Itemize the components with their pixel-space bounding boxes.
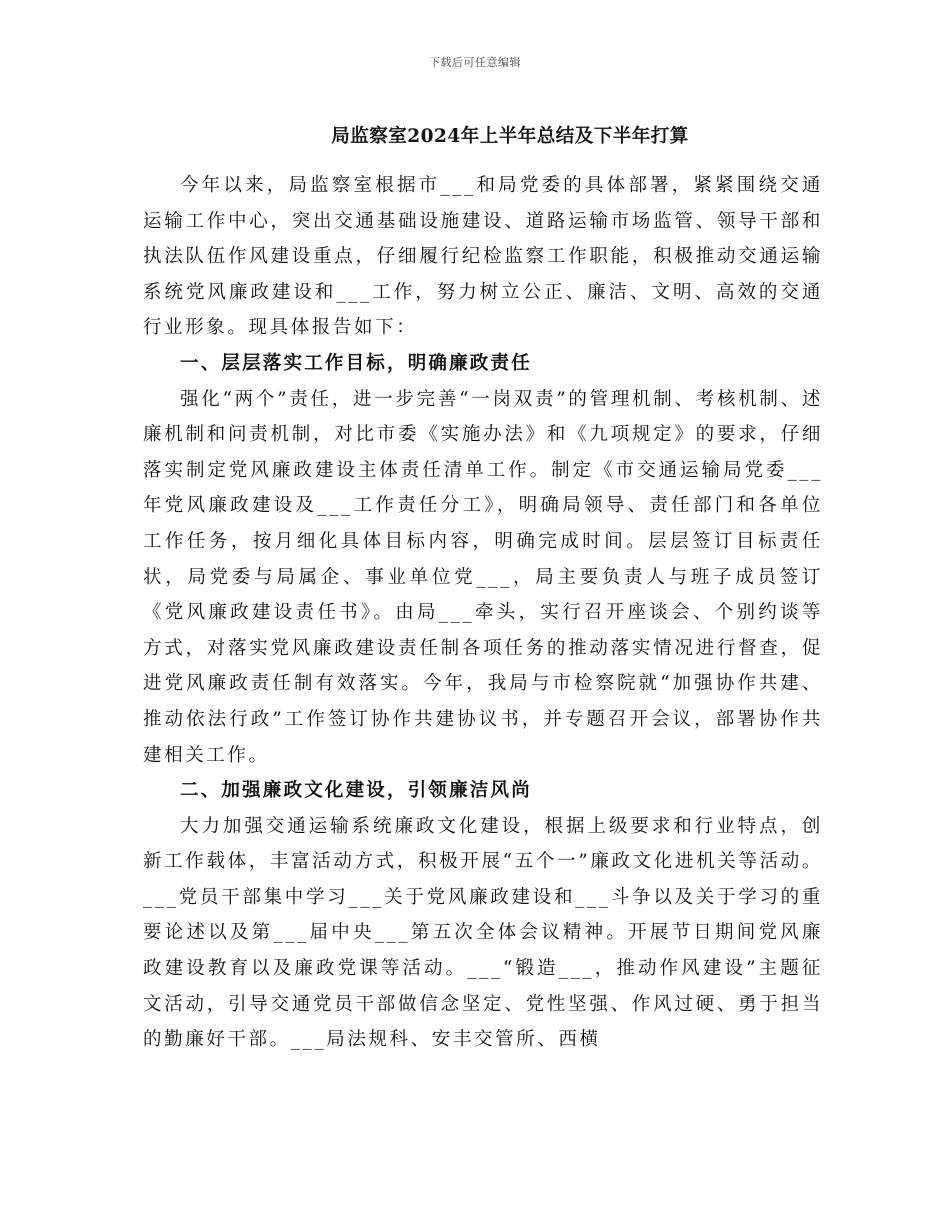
header-note: 下载后可任意编辑 — [429, 56, 521, 69]
document-title: 局监察室2024年上半年总结及下半年打算 — [331, 126, 689, 147]
document-body — [143, 168, 823, 1058]
section-heading-2: 二、加强廉政文化建设，引领廉洁风尚 — [180, 780, 532, 802]
section-1-paragraph: 强化“两个”责任，进一步完善“一岗双责”的管理机制、考核机制、述廉机制和问责机制，对比市委《实施办法》和《九项规定》的要求，仔细落实制定党风廉政建设主体责任清单工作。制定《市交通运输局党委___年党风廉政建设及___工作责任分工》，明确局领导、责任部门和各单位工作任务，按月细化具体目标内容，明确完成时间。层层签订目标责任状，局党委与局属企、事业单位党___，局主要负责人与班子成员签订《党风廉政建设责任书》。由局___牵头，实行召开座谈会、个别约谈等方式，对落实党风廉政建设责任制各项任务的推动落实情况进行督查，促进党风廉政责任制有效落实。今年，我局与市检察院就“加强协作共建、推动依法行政”工作签订协作共建协议书，并专题召开会议，部署协作共建相关工作。 — [143, 388, 823, 766]
section-2-paragraph: 大力加强交通运输系统廉政文化建设，根据上级要求和行业特点，创新工作载体，丰富活动方式，积极开展“五个一”廉政文化进机关等活动。___党员干部集中学习___关于党风廉政建设和___斗争以及关于学习的重要论述以及第___届中央___第五次全体会议精神。开展节日期间党风廉政建设教育以及廉政党课等活动。___“锻造___，推动作风建设”主题征文活动，引导交通党员干部做信念坚定、党性坚强、作风过硬、勇于担当的勤廉好干部。___局法规科、安丰交管所、西横 — [143, 815, 823, 1051]
section-heading-1: 一、层层落实工作目标，明确廉政责任 — [180, 352, 532, 374]
intro-paragraph: 今年以来，局监察室根据市___和局党委的具体部署，紧紧围绕交通运输工作中心，突出交通基础设施建设、道路运输市场监管、领导干部和执法队伍作风建设重点，仔细履行纪检监察工作职能，积极推动交通运输系统党风廉政建设和___工作，努力树立公正、廉洁、文明、高效的交通行业形象。现具体报告如下： — [143, 175, 823, 339]
